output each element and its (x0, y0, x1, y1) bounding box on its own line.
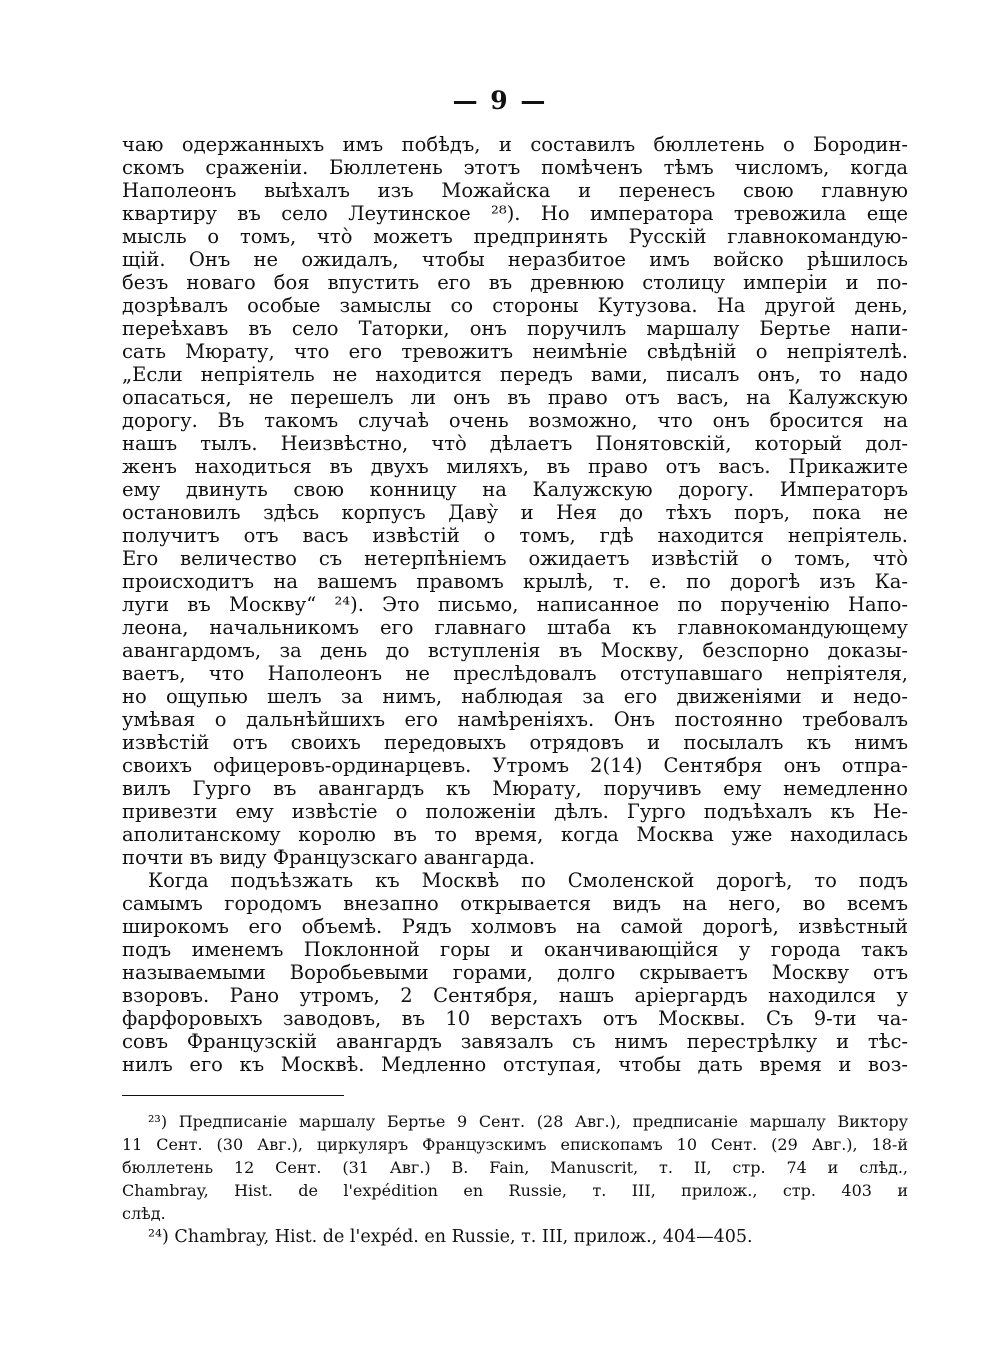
text-line: чаю одержанныхъ имъ побѣдъ, и составилъ бюллетень о Бородин- (122, 133, 908, 156)
footnote-line: слѣд. (122, 1204, 166, 1223)
text-line: щій. Онъ не ожидалъ, чтобы неразбитое имъ войско рѣшилось (122, 248, 908, 271)
text-line: ему двинуть свою конницу на Калужскую дорогу. Императоръ (122, 478, 908, 501)
page-number: — 9 — (452, 86, 548, 115)
text-line: дозрѣвалъ особые замыслы со стороны Кутузова. На другой день, (122, 294, 908, 317)
text-line: получитъ отъ васъ извѣстій о томъ, гдѣ находится непріятель. (122, 524, 908, 547)
text-line: безъ новаго боя впустить его въ древнюю столицу имперіи и по- (122, 271, 908, 294)
text-line: взоровъ. Рано утромъ, 2 Сентября, нашъ аріергардъ находился у (122, 984, 908, 1007)
text-line: совъ Французскій авангардъ завязалъ съ нимъ перестрѣлку и тѣс- (122, 1030, 908, 1053)
text-line: извѣстій отъ своихъ передовыхъ отрядовъ и посылалъ къ нимъ (122, 731, 908, 754)
text-line: нилъ его къ Москвѣ. Медленно отступая, чтобы дать время и воз- (122, 1053, 908, 1076)
footnote-line: ²³) Предписаніе маршалу Бертье 9 Сент. (28 Авг.), предписаніе маршалу Виктору (148, 1112, 908, 1131)
text-line: переѣхавъ въ село Таторки, онъ поручилъ маршалу Бертье напи- (122, 317, 908, 340)
text-line: но ощупью шелъ за нимъ, наблюдая за его движеніями и недо- (122, 685, 908, 708)
text-line: привезти ему извѣстіе о положеніи дѣлъ. Гурго подъѣхалъ къ Не- (122, 800, 908, 823)
footnote-line: Chambray, Hist. de l'expédition en Russie, т. III, прилож., стр. 403 и (122, 1181, 908, 1200)
text-line: самымъ городомъ внезапно открывается видъ на него, во всемъ (122, 892, 908, 915)
text-line: умѣвая о дальнѣйшихъ его намѣреніяхъ. Онъ постоянно требовалъ (122, 708, 908, 731)
text-line: называемыми Воробьевыми горами, долго скрываетъ Москву отъ (122, 961, 908, 984)
text-line: скомъ сраженіи. Бюллетень этотъ помѣченъ тѣмъ числомъ, когда (122, 156, 908, 179)
text-line: сать Мюрату, что его тревожитъ неимѣніе свѣдѣній о непріятелѣ. (122, 340, 908, 363)
footnote-line: ²⁴) Chambray, Hist. de l'expéd. en Russie, т. III, прилож., 404—405. (148, 1227, 753, 1247)
footnote-divider (122, 1095, 344, 1096)
text-line: квартиру въ село Леутинское ²⁸). Но императора тревожила еще (122, 202, 908, 225)
text-line: остановилъ здѣсь корпусъ Даву̀ и Нея до тѣхъ поръ, пока не (122, 501, 908, 524)
text-line: своихъ офицеровъ-ординарцевъ. Утромъ 2(14) Сентября онъ отпра- (122, 754, 908, 777)
text-line: нашъ тылъ. Неизвѣстно, что̀ дѣлаетъ Понятовскій, который дол- (122, 432, 908, 455)
text-line: леона, начальникомъ его главнаго штаба къ главнокомандующему (122, 616, 908, 639)
text-line: дорогу. Въ такомъ случаѣ очень возможно, что онъ бросится на (122, 409, 908, 432)
text-line: Когда подъѣзжать къ Москвѣ по Смоленской дорогѣ, то подъ (148, 869, 908, 892)
footnote-line: бюллетень 12 Сент. (31 Авг.) B. Fain, Manuscrit, т. II, стр. 74 и слѣд., (122, 1158, 908, 1177)
text-line: подъ именемъ Поклонной горы и оканчивающійся у города такъ (122, 938, 908, 961)
text-line: широкомъ его объемѣ. Рядъ холмовъ на самой дорогѣ, извѣстный (122, 915, 908, 938)
text-line: происходитъ на вашемъ правомъ крылѣ, т. е. по дорогѣ изъ Ка- (122, 570, 908, 593)
text-line: Его величество съ нетерпѣніемъ ожидаетъ извѣстій о томъ, что̀ (122, 547, 908, 570)
text-line: женъ находиться въ двухъ миляхъ, въ право отъ васъ. Прикажите (122, 455, 908, 478)
text-line: мысль о томъ, что̀ можетъ предпринять Русскій главнокомандую- (122, 225, 908, 248)
text-line: аполитанскому королю въ то время, когда Москва уже находилась (122, 823, 908, 846)
text-line: „Если непріятель не находится передъ вами, писалъ онъ, то надо (122, 363, 908, 386)
text-line: ваетъ, что Наполеонъ не преслѣдовалъ отступавшаго непріятеля, (122, 662, 908, 685)
text-line: почти въ виду Французскаго авангарда. (122, 846, 536, 869)
text-line: фарфоровыхъ заводовъ, въ 10 верстахъ отъ Москвы. Съ 9-ти ча- (122, 1007, 908, 1030)
text-line: авангардомъ, за день до вступленія въ Москву, безспорно доказы- (122, 639, 908, 662)
text-line: луги въ Москву“ ²⁴). Это письмо, написанное по порученію Напо- (122, 593, 908, 616)
footnote-line: 11 Сент. (30 Авг.), циркуляръ Французскимъ епископамъ 10 Сент. (29 Авг.), 18-й (122, 1135, 908, 1154)
text-line: Наполеонъ выѣхалъ изъ Можайска и перенесъ свою главную (122, 179, 908, 202)
text-line: вилъ Гурго въ авангардъ къ Мюрату, поручивъ ему немедленно (122, 777, 908, 800)
text-line: опасаться, не перешелъ ли онъ въ право отъ васъ, на Калужскую (122, 386, 908, 409)
